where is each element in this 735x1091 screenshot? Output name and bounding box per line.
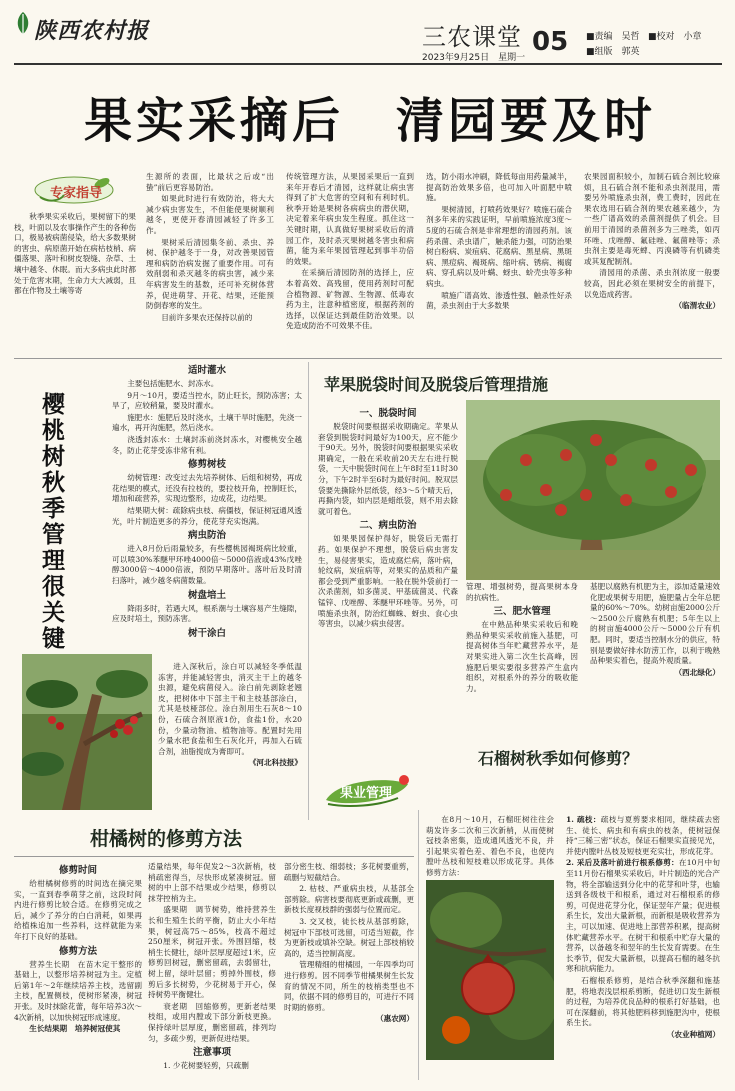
pomegranate-step2-text: 在10月中旬至11月份石榴果实采收后，叶片制造的光合产物，将全部输送到分化中的花芽和叶芽，也输送到各级枝干和根系，通过对石榴根系的修剪，可促进花芽分化，保证翌年产量；促进根系生长，发出大量新根，而新根是吸收营养为主，可以加速、促进地上部营养积累，提高树体贮藏营养水平。在树干和根系中贮存大量的营养，以备越冬和翌年的生长发育需要。在生长季节，促发大量新根，以提高石榴的越冬抗寒和抗病能力。 <box>566 858 720 974</box>
paragraph: 如果果园保护得好，脱袋后无需打药。如果保护不理想，脱袋后病虫害发生，易侵害果实，造成腐烂病，落叶病，轮纹病，炭疽病等，对果实的品质和产量都会受到严重影响。一般在脱外袋前打一次杀菌剂，如多菌灵、甲基硫菌灵、代森锰锌、戊唑醇、苯醚甲环唑等。另外，可喷施杀虫剂，防治红蜘蛛、蚜虫、食心虫等害虫，以减少病虫侵害。 <box>318 534 458 629</box>
paragraph: 进入8月份后雨量较多，有些樱桃园褐斑病比较重，可以喷30%苯醚甲环唑4000倍～5000倍液或43%戊唑醇3000倍～4000倍液，预防早期落叶。落叶后及时清扫落叶，减少越冬病菌数量。 <box>112 544 302 585</box>
paragraph: 秋季果实采收后，果树留下的果枝，叶面以及农事操作产生的各种伤口，极易被病菌侵染，给大多数果树的害虫、病原菌开始在病枯枝梢、病僵落果、落叶和树皮裂缝、杂草、土壤中越冬、休眠。而大多病虫此时都处于危害末期，生命力大大减弱，且都在作物及土壤等寄 <box>14 212 136 296</box>
header-rule <box>14 63 722 65</box>
paragraph: 3. 交叉枝，徒长枝从基部剪除，树冠中下部枝可选留，可适当短截，作为更新枝或填补空缺。树冠上部枝梢较高的，适当控制高度。 <box>284 916 414 958</box>
pomegranate-col2 <box>566 815 720 1041</box>
pomegranate-photo <box>426 880 554 1060</box>
paragraph: 2. 枯枝、严重病虫枝，从基部全部剪除。病害枝要彻底更新或疏删，更新枝长度视枝群的强弱与位置而定。 <box>284 884 414 915</box>
paragraph: 农果园面积较小，加制石硫合剂比较麻烦，且石硫合剂不能和杀虫剂混用，需要另外喷施杀虫剂，费工费时，因此在果农选用石硫合剂的果农越来越少，为一些广谱高效的杀菌剂提供了机会。目前用于清园的杀菌剂多为三唑类，如丙环唑、戊唑醇、氟硅唑、氟菌唑等；杀虫剂主要是毒死蜱、丙溴磷等有机磷类或其复配制剂。 <box>584 172 720 266</box>
paragraph: 在采摘后清园防剂的选择上，应本着高效、高残留，使用药剂时可配合植物源、矿物源、生物源、低毒农药为主，注意种植密度，根据药剂的选择，以保证达到最佳防治效果。以免造成防治不可效果不佳。 <box>286 268 414 331</box>
source-credit: （西北绿化） <box>674 667 720 677</box>
paragraph: 降雨多时，若遇大风，根系潮与土壤容易产生缝隙，应及时培土，预防冻害。 <box>112 603 302 624</box>
paragraph: 施肥水：施肥后及时浇水，土壤干旱时施肥，先浇一遍水，再开沟施肥，然后浇水。 <box>112 412 302 433</box>
citrus-subtitle-notes: 注意事项 <box>192 1047 231 1059</box>
paragraph: 进入深秋后，涂白可以减轻冬季低温冻害，并能减轻害虫，消灭主干上的越冬虫源，避免病菌侵入。涂白前先剥除老翘皮，把树体中下部主干和主枝基部涂白，尤其是枝桠部位。涂白剂用生石灰8～10份，石硫合剂原液1份，食盐1份，水20份，少量动物油、植物油等。配置时先用少量水把食盐和生石灰化开，再加入石硫合剂，油脂搅成为膏即可。 <box>158 662 302 756</box>
source-credit: （临渭农业） <box>674 301 720 311</box>
pomegranate-title: 石榴树秋季如何修剪？ <box>478 749 639 768</box>
main-article-col5 <box>584 172 720 313</box>
cherry-subtitle-pruning: 修剪树枝 <box>187 459 226 471</box>
paragraph: 果树清园，打喷药效果好？喷施石硫合剂多年来的实践证明，早前喷施浓度3度～5度的石硫合剂是非常理想的清园药剂。该药杀菌、杀虫谱广，触杀能力强，可防治果树白粉病、炭疽病、花腐病、黑星病、黑斑病、黑痘病、褐斑病、缩叶病、锈病、褐腐病、穿孔病以及叶螨、蚜虫、蚧壳虫等多种病虫。 <box>426 204 572 288</box>
paragraph: 部分密生枝、细弱枝；多花树要重剪，疏删与短截结合。 <box>284 862 414 882</box>
cherry-whitewash-text <box>158 662 302 770</box>
cherry-tree-photo <box>22 654 152 810</box>
section-divider <box>14 358 722 359</box>
main-article-col2 <box>146 172 274 324</box>
cherry-subtitle-whitewash: 树干涂白 <box>187 627 226 639</box>
cherry-subtitle-watering: 适时灌水 <box>187 365 226 376</box>
source-credit: 《河北科技报》 <box>248 758 302 768</box>
credit-layout: ■组版 郭英 <box>586 47 640 57</box>
paragraph: 在8月～10月，石榴旺树往往会萌发许多二次和三次新梢，从而使树冠枝条密集，造成通风透光不良，并引起果实着色差、着色不良，也使内膛叶丛枝和短枝难以形成花芽。具体修剪方法： <box>426 815 554 877</box>
pomegranate-step2-title: 2. 采后及落叶前进行根系修剪： <box>566 858 679 868</box>
paragraph: 基肥以腐熟有机肥为主，添加适量速效化肥或果树专用肥，施肥量占全年总肥量的60%～70%。幼树亩施2000公斤～2500公斤腐熟有机肥；5年生以上的树亩施4000公斤～5000公斤有机肥。同时，要适当控制水分的供应，特别是要做好排水防涝工作，以利于晚熟品种果实着色，提高外观质量。 <box>590 582 720 666</box>
paragraph: 适量结果，每年促发2～3次新梢，枝梢疏密得当，尽快形成紧凑树冠。留树的中上部不结果或少结果，修剪以抹芽控梢为主。 <box>148 862 276 903</box>
paragraph <box>566 815 720 857</box>
paper-logo-leaf-icon <box>12 10 34 36</box>
credit-proofreader: ■校对 小章 <box>648 32 702 42</box>
apple-subtitle-fertilizer: 三、肥水管理 <box>493 606 551 618</box>
fruit-management-badge <box>318 770 414 810</box>
paragraph: 喷施广谱高效、渗透性强、触杀性好杀菌，杀虫剂由于大多数果 <box>426 290 572 311</box>
paragraph: 传统管理方法，从果园采果后一直到来年开春后才清园，这样就让病虫害得到了扩大危害的空间和有利时机。秋季开始是果树各病病虫的潜伏期，决定着来年病虫发生程度。抓住这一关键时期，认真做好果树采收后的清园工作，及时杀灭果树越冬害虫和病菌，能为来年果园管理起到事半功倍的效果。 <box>286 172 414 266</box>
section-title: 三农课堂 <box>422 23 522 51</box>
apple-subtitle-timing: 一、脱袋时间 <box>359 408 417 419</box>
credit-editor: ■责编 吴哲 <box>586 32 640 42</box>
paragraph: 9月～10月，要适当控水，防止旺长，预防冻害；太旱了，应较稍量，要及时灌水。 <box>112 390 302 411</box>
source-credit: （农业种植网） <box>666 1029 720 1039</box>
paragraph <box>566 858 720 975</box>
issue-date: 2023年9月25日 星期一 <box>422 53 526 63</box>
paragraph: 盛果期 调节树势，维持营养生长和生殖生长的平衡，防止大小年结果，树冠高75～85%，枝高不超过250厘米，树冠开张。外围回缩，枝梢生长健壮，绿叶层厚度超过1米，应修剪回树冠，删密留疏，去弱留壮，树上留，绿叶层留；剪掉外围枝，修剪后多长树势，少花树易于开心，保持树势平衡健壮。 <box>148 905 276 1000</box>
apple-subtitle-pest: 二、病虫防治 <box>359 520 417 532</box>
apple-article-col3 <box>590 582 720 679</box>
paragraph: 营养生长期 在苗木定干整形的基础上，以整形培养树冠为主。定植后第1年～2年继续培养主枝，选留副主枝，配置侧枝，使树形紧凑，树冠开张。及时抹除花蕾，每年培养3次～4次新梢，以加快树冠形成速度。 <box>14 959 142 1022</box>
main-headline: 果实采摘后 清园要及时 <box>83 93 656 149</box>
cherry-subtitle-soil: 树盘培土 <box>187 589 226 601</box>
paragraph: 结果期大树：疏除病虫枝、病僵枝，保证树冠通风透光，叶片制造更多的养分，使花芽充实饱满。 <box>112 505 302 526</box>
paragraph: 幼树管理：改变过去先培养树体、后组和树势，再成花结果的模式，还没有拉枝的，要拉枝开角，控制旺长，增加和疏营养，实现边整形，边成花，边结果。 <box>112 473 302 504</box>
paragraph: 在中熟品种果实采收后和晚熟品种果实采收前施入基肥，可提高树体当年贮藏营养水平，是对果实进入第二次生长高峰，因施肥后果实要很多营养产生盒内组织，对根系外的养分的吸收能力。 <box>466 620 578 693</box>
paragraph: 清园用的杀菌、杀虫剂浓度一般要较高，因此必须在果树安全的前提下，以免造成药害。 <box>584 268 720 299</box>
paragraph: 选，防小雨水冲刷，降低每亩用药量减半，提高防治效果多倍，也可加入叶面肥中喷施。 <box>426 172 572 203</box>
paragraph: 管理、增强树势，提高果树本身的抗病性。 <box>466 582 578 602</box>
paragraph: 给柑橘树修剪的时间选在摘完果实，一直到春季萌芽之前，这段时间内进行修剪比较合适。在修剪完成之后，减少了养分的白白消耗，如果再给植株追加一些养料，这样就能为来年打下良好的基础。 <box>14 879 142 941</box>
paragraph: 如果此时进行有效防治，将大大减少病虫害发生，不但能使果树顺利越冬，更使开春清园减轻了许多工作。 <box>146 194 274 235</box>
source-credit: （惠农网） <box>376 1014 414 1024</box>
paragraph: 目前许多果农还保持以前的 <box>161 312 253 322</box>
citrus-col3 <box>284 862 414 1026</box>
paragraph: 衰老期 回缩修剪，更新老结果枝组，或用内膛或下部分新枝更换。保持绿叶层厚度，删密留疏，排列均匀，多疏少剪，更新促进结果。 <box>148 1001 276 1043</box>
expert-guide-badge <box>38 178 114 204</box>
paragraph: 果树采后清园集冬前、杀虫、养树、保护越冬于一身，对改善果园管理和病防治病发掘了重要作用。可有效削弱和杀灭越冬的病虫害，减少来年病害发生的基数，还可补充树体营养，促进萌芽、开花、结果，还能预防倒春寒的发生。 <box>146 237 274 311</box>
cherry-article <box>112 362 302 642</box>
paragraph: 浇透封冻水：土壤封冻前浇封冻水，对樱桃安全越冬，防止花芽受冻非常有利。 <box>112 434 302 455</box>
paragraph: 石榴根系修剪，是结合秋季深翻和施基肥，将地表浅层根系剪断，促进切口发生新根的过程，为培养优良品种的根系打好基础，也可在深翻前，将其他肥料移到施肥沟中，使根系生长。 <box>566 975 720 1028</box>
citrus-col1 <box>14 862 142 1036</box>
page-number: 05 <box>532 27 569 57</box>
main-article-col1 <box>14 212 136 298</box>
paragraph: 生源所的表面，比最状之后或“出蛰”前后更容易防治。 <box>146 172 274 192</box>
paragraph: 脱袋时间要根据采收期确定。苹果从套袋到脱袋时间最好为100天，应不能少于90天。另外，脱袋时间要根据果实采收期确定，一般在采收前20天左右进行脱袋，一天中脱袋时间在上午8时至11时30分，下午2时半至6时为最好时间。脱双层袋要先撕除外层纸袋，经3～5个晴天后，再撕内袋，如内层是蜡纸袋，则不用去除就可着色。 <box>318 422 458 516</box>
citrus-col2 <box>148 862 276 1073</box>
main-article-col3 <box>286 172 414 333</box>
main-article-col4 <box>426 172 572 313</box>
cherry-subtitle-pest: 病虫防治 <box>187 530 226 542</box>
pomegranate-intro <box>426 815 554 880</box>
apple-tree-photo <box>466 400 720 580</box>
citrus-divider <box>14 856 414 857</box>
paragraph: 主要包括施肥水、封冻水。 <box>127 379 219 388</box>
paper-name: 陕西农村报 <box>34 18 150 44</box>
apple-title: 苹果脱袋时间及脱袋后管理措施 <box>324 375 549 394</box>
paragraph: 1. 少花树要轻剪，只疏删 <box>163 1061 249 1071</box>
cherry-vertical-title: 樱桃树秋季管理很关键 <box>42 392 65 652</box>
expert-guide-text: 专家指导 <box>49 186 102 201</box>
paragraph: 生长结果期 培养树冠使其 <box>29 1024 121 1034</box>
paragraph: 管理精细的柑橘园，一年四季均可进行修剪。因不同季节柑橘果树生长发育的情况不同，所生的枝梢类型也不同，依据不同的修剪目的，可进行不同时期的修剪。 <box>284 960 414 1012</box>
apple-article-col1 <box>318 405 458 631</box>
pomegranate-step1-title: 1. 疏枝： <box>566 815 601 824</box>
pomegranate-step1-text: 疏枝与夏剪要求相同，继续疏去密生、徒长、病虫和有病虫的枝条，使树冠保持“三稀三密”状态，保证石榴果实直接见光，并使内膛叶丛枝及短枝更充实壮，形成花芽。 <box>566 815 721 856</box>
fruit-management-text: 果业管理 <box>339 786 392 801</box>
citrus-subtitle-time: 修剪时间 <box>58 865 97 876</box>
citrus-title: 柑橘树的修剪方法 <box>90 828 243 850</box>
citrus-subtitle-method: 修剪方法 <box>58 945 97 957</box>
apple-article-col2 <box>466 582 578 695</box>
column-divider <box>308 362 309 820</box>
column-divider <box>418 810 419 1080</box>
